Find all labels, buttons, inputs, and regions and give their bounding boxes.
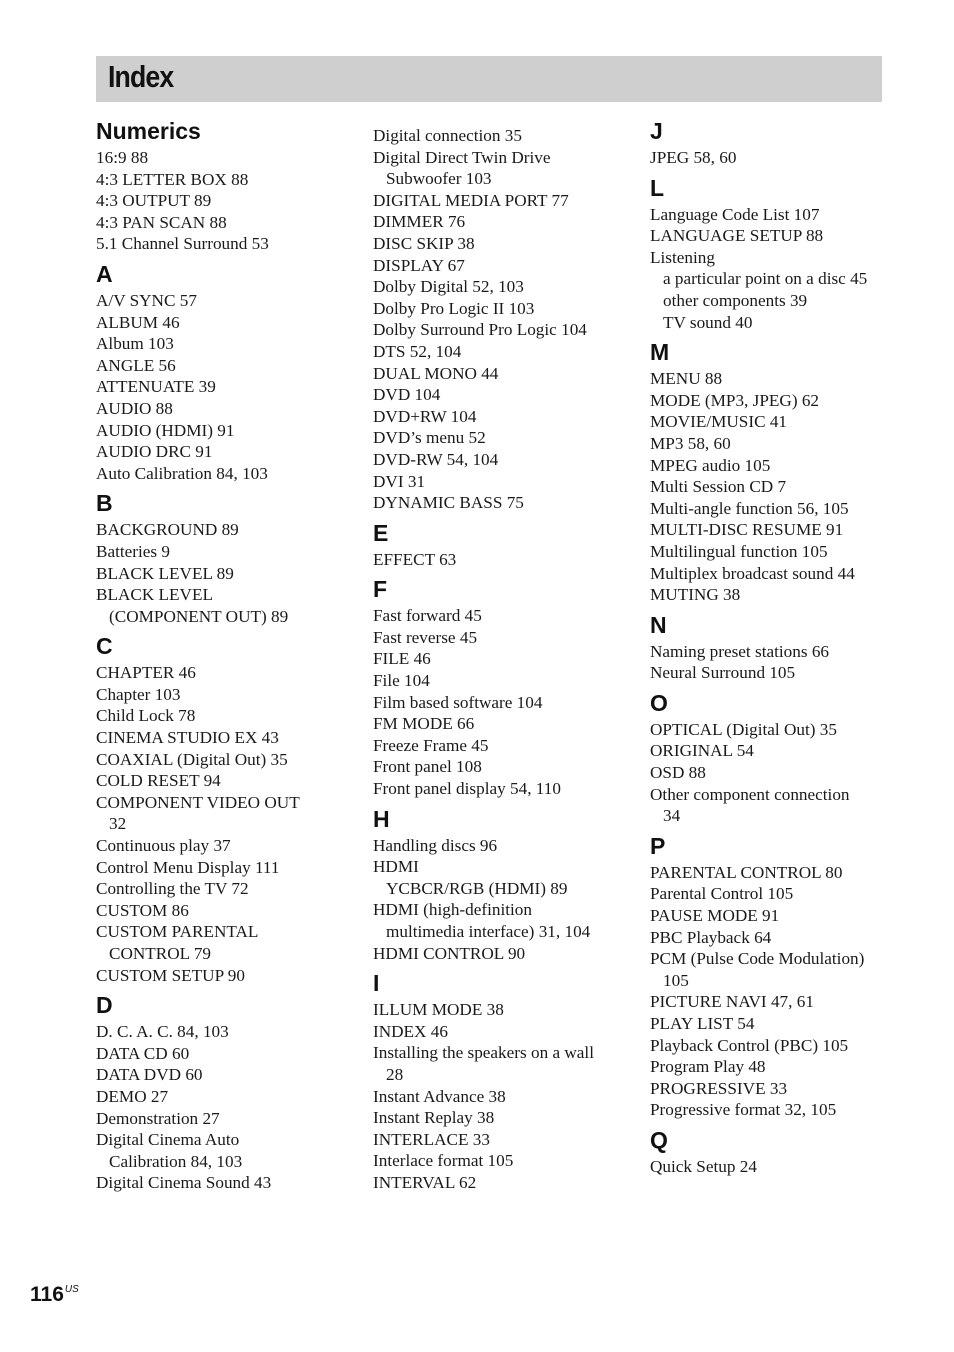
section-heading: Q — [650, 1126, 668, 1153]
index-entry — [96, 563, 356, 585]
entry-line: 34 — [663, 806, 681, 826]
entry-line: Digital Direct Twin Drive — [373, 147, 551, 167]
entry-line: 105 — [663, 970, 689, 990]
index-entry — [650, 476, 910, 498]
entry-line: DATA CD 60 — [96, 1043, 190, 1063]
index-entry — [373, 492, 633, 514]
entry-line: PBC Playback 64 — [650, 927, 772, 947]
index-entry — [96, 857, 356, 879]
entry-line: 4:3 LETTER BOX 88 — [96, 169, 249, 189]
entry-line: Digital Cinema Auto — [96, 1130, 240, 1150]
entry-line: 28 — [386, 1064, 404, 1084]
section-heading: L — [650, 174, 665, 201]
index-entry — [650, 719, 910, 741]
index-entry — [373, 341, 633, 363]
index-entry — [373, 605, 633, 627]
section-heading: D — [96, 992, 113, 1019]
index-subentry — [650, 290, 910, 312]
entry-line: DATA DVD 60 — [96, 1065, 203, 1085]
entry-line: PAUSE MODE 91 — [650, 906, 780, 926]
index-entry — [96, 463, 356, 485]
index-entry — [96, 233, 356, 255]
index-entry — [96, 441, 356, 463]
index-entry — [96, 965, 356, 987]
entry-line: CUSTOM SETUP 90 — [96, 965, 245, 985]
entry-line: BLACK LEVEL 89 — [96, 563, 234, 583]
index-entry — [96, 921, 356, 964]
section-heading: M — [650, 339, 670, 366]
entry-line: DTS 52, 104 — [373, 341, 462, 361]
index-section — [96, 261, 356, 484]
entry-line: Digital connection 35 — [373, 126, 522, 145]
entry-line: 4:3 PAN SCAN 88 — [96, 212, 227, 232]
index-entry — [373, 627, 633, 649]
entry-line: Playback Control (PBC) 105 — [650, 1035, 849, 1055]
index-entry — [373, 147, 633, 190]
index-entry — [373, 856, 633, 878]
section-heading: J — [650, 118, 663, 144]
entry-line: Fast forward 45 — [373, 606, 482, 626]
index-section — [96, 490, 356, 627]
index-entry — [96, 727, 356, 749]
title-bar — [96, 56, 882, 102]
entry-line: Program Play 48 — [650, 1057, 766, 1077]
index-section — [373, 576, 633, 799]
entry-line: Progressive format 32, 105 — [650, 1100, 837, 1120]
entry-line: MOVIE/MUSIC 41 — [650, 412, 788, 432]
entry-line: Other component connection — [650, 784, 850, 804]
entry-line: OPTICAL (Digital Out) 35 — [650, 719, 837, 739]
index-entry — [373, 1107, 633, 1129]
entry-line: PARENTAL CONTROL 80 — [650, 862, 843, 882]
section-heading: A — [96, 260, 113, 287]
entry-line: PLAY LIST 54 — [650, 1014, 755, 1033]
index-entry — [650, 784, 910, 827]
index-entry — [96, 900, 356, 922]
index-entry — [96, 169, 356, 191]
index-entry — [373, 384, 633, 406]
entry-line: Instant Replay 38 — [373, 1108, 495, 1128]
index-section — [650, 339, 910, 606]
entry-line: CINEMA STUDIO EX 43 — [96, 728, 279, 748]
index-entry — [650, 948, 910, 991]
index-entry — [96, 290, 356, 312]
index-entry — [96, 584, 356, 627]
index-entry — [96, 792, 356, 835]
entry-line: DVD 104 — [373, 385, 441, 405]
page-number-suffix: US — [64, 1284, 79, 1295]
index-entry — [650, 905, 910, 927]
entry-line: Front panel 108 — [373, 757, 482, 777]
entry-line: Album 103 — [96, 334, 174, 354]
entry-line: Multilingual function 105 — [650, 541, 828, 561]
entry-line: Film based software 104 — [373, 692, 543, 712]
index-entry — [373, 255, 633, 277]
index-subentry — [373, 878, 633, 900]
index-entry — [96, 662, 356, 684]
section-heading: P — [650, 832, 666, 859]
index-entry — [373, 211, 633, 233]
entry-line: DIGITAL MEDIA PORT 77 — [373, 190, 569, 210]
index-entry — [96, 398, 356, 420]
entry-line: Demonstration 27 — [96, 1108, 220, 1128]
entry-line: MULTI-DISC RESUME 91 — [650, 520, 844, 540]
entry-line: ALBUM 46 — [96, 312, 180, 332]
entry-line: INDEX 46 — [373, 1021, 448, 1041]
index-entry — [96, 333, 356, 355]
index-entry — [373, 999, 633, 1021]
index-entry — [96, 1043, 356, 1065]
section-heading: H — [373, 805, 390, 832]
index-entry — [650, 584, 910, 606]
index-entry — [373, 1042, 633, 1085]
entry-line: Multiplex broadcast sound 44 — [650, 563, 855, 583]
entry-line: Calibration 84, 103 — [109, 1151, 243, 1171]
index-entry — [373, 670, 633, 692]
index-section — [373, 806, 633, 965]
entry-line: Dolby Surround Pro Logic 104 — [373, 320, 587, 340]
index-entry — [650, 390, 910, 412]
entry-line: YCBCR/RGB (HDMI) 89 — [386, 878, 568, 898]
entry-line: ILLUM MODE 38 — [373, 1000, 504, 1020]
index-entry — [96, 1021, 356, 1043]
index-entry — [96, 1129, 356, 1172]
entry-line: INTERLACE 33 — [373, 1129, 490, 1149]
index-entry — [96, 420, 356, 442]
index-entry — [373, 1172, 633, 1194]
entry-line: DYNAMIC BASS 75 — [373, 493, 524, 513]
entry-line: 32 — [109, 814, 127, 834]
index-entry — [650, 862, 910, 884]
entry-line: MP3 58, 60 — [650, 433, 731, 453]
index-column-2 — [373, 125, 633, 1194]
section-heading: Numerics — [96, 118, 201, 144]
entry-line: 4:3 OUTPUT 89 — [96, 191, 212, 211]
index-entry — [373, 735, 633, 757]
entry-line: MPEG audio 105 — [650, 455, 771, 475]
index-entry — [373, 125, 633, 147]
entry-line: Fast reverse 45 — [373, 627, 478, 647]
entry-line: (COMPONENT OUT) 89 — [109, 606, 289, 626]
index-entry — [650, 1156, 910, 1178]
section-heading: B — [96, 490, 113, 517]
index-section — [650, 833, 910, 1121]
section-heading: N — [650, 611, 667, 638]
section-heading: E — [373, 519, 389, 546]
entry-line: Instant Advance 38 — [373, 1086, 506, 1106]
entry-line: TV sound 40 — [663, 312, 753, 332]
index-section — [96, 118, 356, 255]
index-subentry — [650, 312, 910, 334]
entry-line: 5.1 Channel Surround 53 — [96, 234, 269, 254]
index-entry — [96, 770, 356, 792]
entry-line: DISPLAY 67 — [373, 255, 465, 275]
entry-line: CUSTOM PARENTAL — [96, 922, 259, 942]
index-entry — [373, 406, 633, 428]
index-entry — [96, 835, 356, 857]
index-entry — [650, 455, 910, 477]
entry-line: ATTENUATE 39 — [96, 377, 216, 397]
index-entry — [96, 190, 356, 212]
entry-line: DIMMER 76 — [373, 212, 466, 232]
entry-line: Dolby Pro Logic II 103 — [373, 298, 535, 318]
index-section — [650, 118, 910, 169]
index-entry — [373, 549, 633, 571]
entry-line: multimedia interface) 31, 104 — [386, 922, 591, 941]
index-entry — [650, 225, 910, 247]
page-number-value: 116 — [30, 1283, 64, 1306]
index-section — [96, 992, 356, 1194]
section-heading: I — [373, 970, 380, 997]
entry-line: Interlace format 105 — [373, 1151, 514, 1171]
entry-line: Continuous play 37 — [96, 836, 231, 856]
entry-line: AUDIO DRC 91 — [96, 442, 213, 462]
entry-line: DVD+RW 104 — [373, 406, 477, 426]
entry-line: Parental Control 105 — [650, 884, 794, 904]
index-subentry — [650, 268, 910, 290]
index-entry — [373, 1150, 633, 1172]
index-entry — [373, 190, 633, 212]
entry-line: File 104 — [373, 671, 430, 691]
entry-line: D. C. A. C. 84, 103 — [96, 1022, 229, 1042]
entry-line: Dolby Digital 52, 103 — [373, 277, 524, 297]
entry-line: Freeze Frame 45 — [373, 735, 489, 755]
entry-line: HDMI — [373, 857, 419, 877]
index-entry — [373, 1129, 633, 1151]
entry-line: HDMI CONTROL 90 — [373, 943, 526, 963]
entry-line: Digital Cinema Sound 43 — [96, 1173, 272, 1193]
entry-line: other components 39 — [663, 290, 808, 310]
entry-line: OSD 88 — [650, 763, 706, 783]
entry-line: PICTURE NAVI 47, 61 — [650, 992, 814, 1012]
entry-line: A/V SYNC 57 — [96, 290, 197, 310]
entry-line: FM MODE 66 — [373, 714, 475, 734]
index-entry — [650, 991, 910, 1013]
index-section — [96, 633, 356, 986]
entry-line: Front panel display 54, 110 — [373, 779, 561, 799]
index-section — [373, 970, 633, 1193]
entry-line: HDMI (high-definition — [373, 900, 532, 920]
index-entry — [373, 319, 633, 341]
index-entry — [650, 883, 910, 905]
entry-line: COAXIAL (Digital Out) 35 — [96, 749, 288, 769]
index-entry — [650, 563, 910, 585]
index-entry — [650, 433, 910, 455]
index-entry — [96, 1086, 356, 1108]
entry-line: CONTROL 79 — [109, 944, 212, 963]
entry-line: Chapter 103 — [96, 684, 181, 704]
entry-line: a particular point on a disc 45 — [663, 269, 868, 289]
index-section — [373, 520, 633, 571]
index-entry — [650, 927, 910, 949]
index-column-1 — [96, 118, 356, 1194]
index-entry — [650, 1056, 910, 1078]
index-entry — [373, 276, 633, 298]
entry-line: EFFECT 63 — [373, 549, 457, 569]
index-entry — [373, 692, 633, 714]
index-section — [650, 690, 910, 827]
index-entry — [373, 756, 633, 778]
index-entry — [650, 1099, 910, 1121]
entry-line: Control Menu Display 111 — [96, 857, 280, 877]
entry-line: Multi-angle function 56, 105 — [650, 498, 849, 518]
entry-line: Multi Session CD 7 — [650, 477, 787, 497]
entry-line: Quick Setup 24 — [650, 1156, 757, 1176]
index-entry — [373, 1086, 633, 1108]
entry-line: CHAPTER 46 — [96, 663, 196, 683]
entry-line: AUDIO (HDMI) 91 — [96, 420, 235, 440]
index-section — [650, 175, 910, 334]
entry-line: DISC SKIP 38 — [373, 233, 475, 253]
index-entry — [96, 355, 356, 377]
entry-line: 16:9 88 — [96, 148, 149, 167]
entry-line: DEMO 27 — [96, 1086, 169, 1106]
section-heading: O — [650, 689, 668, 716]
entry-line: Child Lock 78 — [96, 706, 196, 726]
entry-line: Handling discs 96 — [373, 835, 498, 855]
index-entry — [96, 684, 356, 706]
index-entry — [650, 368, 910, 390]
entry-line: INTERVAL 62 — [373, 1172, 477, 1192]
index-section — [373, 125, 633, 514]
entry-line: Batteries 9 — [96, 541, 170, 561]
index-section — [650, 1127, 910, 1178]
index-entry — [373, 471, 633, 493]
entry-line: Controlling the TV 72 — [96, 879, 249, 899]
index-entry — [373, 363, 633, 385]
index-entry — [650, 740, 910, 762]
index-column-3 — [650, 118, 910, 1178]
index-entry — [96, 147, 356, 169]
index-entry — [373, 943, 633, 965]
index-entry — [373, 427, 633, 449]
entry-line: Listening — [650, 247, 715, 267]
index-entry — [650, 662, 910, 684]
index-entry — [650, 641, 910, 663]
index-entry — [96, 212, 356, 234]
entry-line: MENU 88 — [650, 369, 723, 389]
entry-line: DVI 31 — [373, 471, 426, 491]
entry-line: LANGUAGE SETUP 88 — [650, 226, 824, 246]
index-entry — [373, 899, 633, 942]
entry-line: Naming preset stations 66 — [650, 641, 830, 661]
index-entry — [650, 1035, 910, 1057]
entry-line: Auto Calibration 84, 103 — [96, 463, 268, 483]
entry-line: BLACK LEVEL — [96, 585, 213, 605]
section-heading: C — [96, 633, 113, 660]
entry-line: Neural Surround 105 — [650, 663, 796, 683]
index-entry — [96, 705, 356, 727]
index-entry — [373, 835, 633, 857]
entry-line: ANGLE 56 — [96, 355, 176, 375]
index-entry — [650, 147, 910, 169]
index-entry — [373, 298, 633, 320]
entry-line: AUDIO 88 — [96, 398, 173, 418]
index-entry — [650, 1078, 910, 1100]
page-number — [30, 1283, 79, 1307]
entry-line: DVD’s menu 52 — [373, 428, 486, 448]
entry-line: Installing the speakers on a wall — [373, 1043, 594, 1063]
index-section — [650, 612, 910, 684]
index-entry — [96, 1172, 356, 1194]
entry-line: DVD-RW 54, 104 — [373, 449, 499, 469]
index-entry — [373, 233, 633, 255]
index-entry — [650, 1013, 910, 1035]
entry-line: FILE 46 — [373, 649, 431, 669]
index-entry — [96, 1108, 356, 1130]
index-entry — [373, 713, 633, 735]
entry-line: CUSTOM 86 — [96, 900, 189, 920]
entry-line: DUAL MONO 44 — [373, 363, 499, 383]
entry-line: PCM (Pulse Code Modulation) — [650, 949, 865, 969]
index-entry — [96, 541, 356, 563]
index-entry — [96, 312, 356, 334]
entry-line: Language Code List 107 — [650, 204, 820, 224]
index-entry — [96, 1064, 356, 1086]
entry-line: Subwoofer 103 — [386, 169, 492, 189]
index-entry — [373, 1021, 633, 1043]
index-entry — [650, 411, 910, 433]
index-entry — [373, 648, 633, 670]
entry-line: ORIGINAL 54 — [650, 741, 754, 761]
index-entry — [650, 519, 910, 541]
entry-line: PROGRESSIVE 33 — [650, 1078, 788, 1098]
index-entry — [96, 519, 356, 541]
entry-line: MUTING 38 — [650, 585, 741, 605]
entry-line: MODE (MP3, JPEG) 62 — [650, 390, 820, 410]
index-entry — [96, 878, 356, 900]
index-entry — [96, 749, 356, 771]
index-entry — [650, 498, 910, 520]
entry-line: JPEG 58, 60 — [650, 148, 737, 167]
entry-line: COLD RESET 94 — [96, 771, 221, 791]
index-entry — [650, 541, 910, 563]
index-entry — [650, 762, 910, 784]
page-title: Index — [108, 59, 174, 94]
entry-line: COMPONENT VIDEO OUT — [96, 792, 300, 812]
index-entry — [96, 376, 356, 398]
section-heading: F — [373, 576, 388, 603]
index-entry — [650, 204, 910, 226]
index-entry — [373, 778, 633, 800]
index-entry — [373, 449, 633, 471]
index-entry — [650, 247, 910, 269]
entry-line: BACKGROUND 89 — [96, 520, 239, 540]
